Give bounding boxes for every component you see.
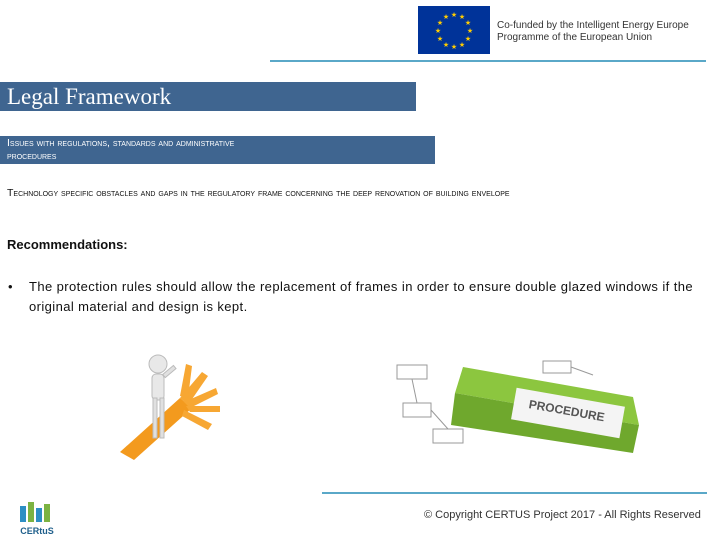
svg-text:★: ★ bbox=[436, 35, 444, 43]
topic-heading: Technology specific obstacles and gaps in the regulatory frame concerning the deep renovation of building envelope bbox=[7, 187, 510, 199]
subtitle-line-2: procedures bbox=[7, 150, 57, 162]
eu-cofunding-text bbox=[497, 20, 689, 44]
footer-divider bbox=[322, 492, 707, 494]
procedure-folder-illustration bbox=[393, 355, 643, 455]
eu-line-2: Programme of the European Union bbox=[497, 32, 653, 43]
procedure-label: PROCEDURE bbox=[527, 397, 606, 425]
certus-logo-text: CERtuS bbox=[20, 526, 54, 536]
svg-text:★: ★ bbox=[466, 27, 474, 35]
certus-logo-icon bbox=[14, 500, 60, 538]
decision-arrows-illustration bbox=[120, 350, 250, 460]
subtitle-line-1: Issues with regulations, standards and administrative bbox=[7, 137, 235, 149]
page-title: Legal Framework bbox=[0, 82, 416, 111]
section-subtitle bbox=[0, 136, 435, 164]
copyright-text: © Copyright CERTUS Project 2017 - All Rights Reserved bbox=[424, 509, 701, 521]
svg-text:★: ★ bbox=[450, 43, 458, 51]
svg-text:★: ★ bbox=[464, 19, 472, 27]
recommendation-item: The protection rules should allow the replacement of frames in order to ensure double glazed windows if the original material and design is kept. bbox=[29, 279, 693, 314]
bullet-icon: • bbox=[8, 279, 13, 294]
svg-text:★: ★ bbox=[442, 41, 450, 49]
svg-text:★: ★ bbox=[450, 11, 458, 19]
recommendations-label: Recommendations: bbox=[7, 237, 128, 252]
svg-text:★: ★ bbox=[442, 13, 450, 21]
svg-text:★: ★ bbox=[434, 27, 442, 35]
svg-text:★: ★ bbox=[458, 13, 466, 21]
svg-text:★: ★ bbox=[464, 35, 472, 43]
header-divider bbox=[270, 60, 706, 62]
eu-line-1: Co-funded by the Intelligent Energy Europe bbox=[497, 20, 689, 31]
svg-text:★: ★ bbox=[458, 41, 466, 49]
svg-text:★: ★ bbox=[436, 19, 444, 27]
eu-flag-icon bbox=[418, 6, 490, 54]
